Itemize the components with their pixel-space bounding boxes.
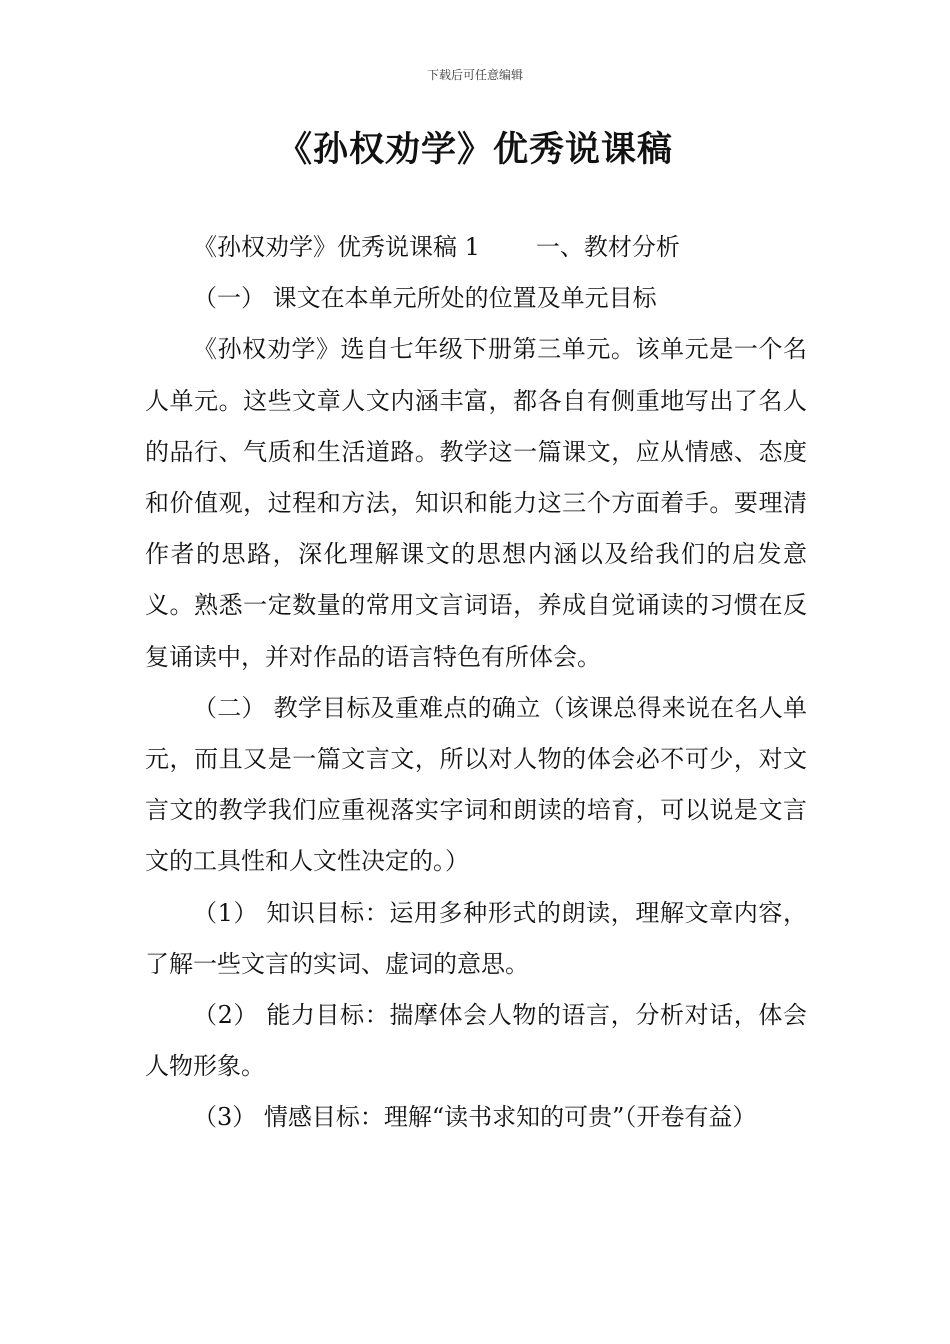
paragraph-ability-goal: （2） 能力目标：揣摩体会人物的语言，分析对话，体会人物形象。 [145, 1001, 807, 1081]
paragraph-emotion-goal: （3） 情感目标：理解“读书求知的可贵”（开卷有益） [193, 1103, 757, 1132]
paragraph-unit-description: 《孙权劝学》选自七年级下册第三单元。该单元是一个名人单元。这些文章人文内涵丰富，都各自有侧重地写出了名人的品行、气质和生活道路。教学这一篇课文，应从情感、态度和价值观，过程和方法，知识和能力这三个方面着手。要理清作者的思路，深化理解课文的思想内涵以及给我们的启发意义。熟悉一定数量的常用文言词语，养成自觉诵读的习惯在反复诵读中，并对作品的语言特色有所体会。 [145, 335, 807, 671]
section-heading: 《孙权劝学》优秀说课稿 1 [193, 233, 480, 261]
paragraph-heading [145, 222, 807, 273]
document-body [145, 222, 807, 1144]
document-title: 《孙权劝学》优秀说课稿 [276, 130, 673, 170]
paragraph-teaching-goals: （二） 教学目标及重难点的确立（该课总得来说在名人单元，而且又是一篇文言文，所以对人物的体会必不可少，对文言文的教学我们应重视落实字词和朗读的培育，可以说是文言文的工具性和人文性决定的。） [145, 693, 807, 876]
paragraph-unit-position: （一） 课文在本单元所处的位置及单元目标 [193, 284, 657, 313]
header-note: 下载后可任意编辑 [426, 68, 523, 82]
subsection-heading: 一、教材分析 [535, 233, 680, 261]
paragraph-knowledge-goal: （1） 知识目标：运用多种形式的朗读，理解文章内容，了解一些文言的实词、虚词的意思。 [145, 898, 807, 978]
